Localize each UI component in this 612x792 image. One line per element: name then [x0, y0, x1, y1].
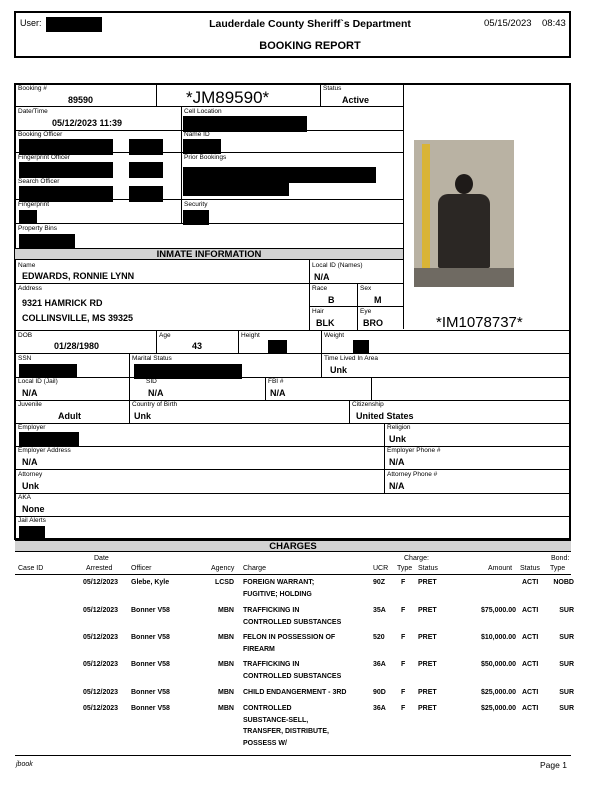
charge-amount: $25,000.00 [480, 705, 516, 712]
time-lived-value: Unk [330, 365, 348, 375]
attorney-value: Unk [22, 481, 40, 491]
name-label: Name [18, 262, 36, 269]
charge-date: 05/12/2023 [83, 661, 119, 668]
height-label: Height [241, 332, 260, 339]
charge-agency: MBN [218, 705, 234, 712]
sex-value: M [374, 295, 382, 305]
col-bond-top: Bond: [551, 555, 570, 562]
employer-phone-label: Employer Phone # [387, 447, 441, 454]
charge-description-line: SUBSTANCE-SELL, [243, 716, 309, 724]
report-time: 08:43 [542, 18, 566, 29]
charge-bond-type: NOBD [553, 579, 574, 586]
charge-date: 05/12/2023 [83, 634, 119, 641]
charge-amount: $10,000.00 [480, 634, 516, 641]
col-ucr: UCR [373, 565, 389, 572]
redacted-employer [19, 432, 79, 446]
address-line-2: COLLINSVILLE, MS 39325 [22, 313, 134, 323]
col-type: Type [397, 565, 413, 572]
col-officer: Officer [131, 565, 152, 572]
redacted-prior-bookings-2 [183, 183, 289, 196]
charge-type: F [401, 607, 406, 614]
col-charge: Charge [243, 565, 266, 572]
charge-agency: MBN [218, 607, 234, 614]
dob-value: 01/28/1980 [54, 341, 100, 351]
redacted-search-officer [19, 186, 113, 202]
sex-label: Sex [360, 285, 372, 292]
redacted-fingerprint-officer [19, 162, 113, 178]
local-id-jail-value: N/A [22, 388, 38, 398]
charge-date: 05/12/2023 [83, 689, 119, 696]
country-of-birth-label: Country of Birth [132, 401, 178, 408]
age-label: Age [159, 332, 171, 339]
local-id-names: N/A [314, 272, 330, 282]
employer-label: Employer [18, 424, 46, 431]
booking-officer-label: Booking Officer [18, 131, 63, 138]
charge-type: F [401, 661, 406, 668]
charge-ucr: 90Z [373, 579, 386, 586]
cell-location-label: Cell Location [184, 108, 222, 115]
charge-bond-status: ACTI [522, 705, 539, 712]
report-code: jbook [16, 761, 33, 768]
race-value: B [328, 295, 335, 305]
attorney-label: Attorney [18, 471, 43, 478]
charge-agency: LCSD [214, 579, 234, 586]
charge-status: PRET [418, 705, 437, 712]
redacted-search-officer-id [129, 186, 163, 202]
fingerprint-officer-label: Fingerprint Officer [18, 154, 70, 161]
charge-date: 05/12/2023 [83, 579, 119, 586]
jm-barcode-text: *JM89590* [186, 88, 270, 107]
charge-description-line: CONTROLLED [243, 705, 292, 712]
aka-label: AKA [18, 494, 32, 501]
charge-description-line: CONTROLLED SUBSTANCES [243, 618, 342, 626]
sid-value: N/A [148, 388, 164, 398]
height-chart-strip [422, 144, 430, 268]
charge-description-line: FELON IN POSSESSION OF [243, 634, 336, 641]
booking-photo [414, 140, 514, 287]
charge-date: 05/12/2023 [83, 607, 119, 614]
redacted-user [46, 17, 102, 32]
aka-value: None [22, 504, 45, 514]
charge-amount: $25,000.00 [480, 689, 516, 696]
redacted-prior-bookings [183, 167, 376, 183]
charge-bond-status: ACTI [522, 661, 539, 668]
charge-bond-status: ACTI [522, 607, 539, 614]
col-agency: Agency [211, 565, 235, 572]
charge-bond-status: ACTI [522, 634, 539, 641]
charge-description-line: TRANSFER, DISTRIBUTE, [243, 728, 329, 735]
local-id-jail-label: Local ID (Jail) [18, 378, 58, 385]
juvenile-label: Juvenile [18, 401, 42, 408]
charge-status: PRET [418, 661, 437, 668]
charge-description-line: FIREARM [243, 645, 275, 653]
charge-status: PRET [418, 634, 437, 641]
fingerprint-label: Fingerprint [18, 201, 50, 208]
country-of-birth-value: Unk [134, 411, 152, 421]
charge-date: 05/12/2023 [83, 705, 119, 712]
redacted-property-bins [19, 234, 75, 248]
inmate-head [455, 174, 473, 194]
col-date-arrested: Arrested [86, 565, 113, 572]
inmate-body [438, 194, 490, 268]
charge-ucr: 90D [373, 689, 386, 696]
weight-label: Weight [324, 332, 345, 339]
charge-status: PRET [418, 607, 437, 614]
redacted-weight [353, 340, 369, 354]
charge-bond-status: ACTI [522, 579, 539, 586]
eye-value: BRO [363, 318, 383, 328]
charge-officer: Bonner V58 [131, 634, 170, 641]
charge-bond-type: SUR [559, 705, 574, 712]
report-title: BOOKING REPORT [259, 40, 361, 52]
redacted-ssn [19, 364, 77, 378]
sid-label: SID [146, 378, 157, 385]
user-label: User: [20, 18, 42, 28]
ssn-label: SSN [18, 355, 32, 362]
search-officer-label: Search Officer [18, 178, 60, 185]
name-id-label: Name ID [184, 131, 210, 138]
charge-type: F [401, 705, 406, 712]
citizenship-label: Citizenship [352, 401, 384, 408]
redacted-booking-officer [19, 139, 113, 155]
charge-officer: Bonner V58 [131, 607, 170, 614]
col-bond-status: Status [520, 565, 540, 572]
page-number: Page 1 [540, 760, 567, 770]
charge-officer: Bonner V58 [131, 661, 170, 668]
religion-label: Religion [387, 424, 411, 431]
charge-description-line: TRAFFICKING IN [243, 661, 300, 668]
attorney-phone-value: N/A [389, 481, 405, 491]
redacted-cell-location [183, 116, 307, 132]
col-bond-type: Type [550, 565, 566, 572]
address-line-1: 9321 HAMRICK RD [22, 298, 103, 308]
redacted-fingerprint-officer-id [129, 162, 163, 178]
photo-floor [414, 268, 514, 287]
charge-type: F [401, 634, 406, 641]
charge-description-line: FOREIGN WARRANT; [243, 579, 315, 586]
charges-header: CHARGES [15, 540, 571, 552]
charge-officer: Glebe, Kyle [131, 579, 170, 586]
redacted-security [183, 210, 209, 225]
col-case-id: Case ID [18, 565, 44, 572]
charge-description-line: CHILD ENDANGERMENT - 3RD [243, 689, 347, 696]
fbi-value: N/A [270, 388, 286, 398]
inmate-info-header: INMATE INFORMATION [15, 248, 403, 260]
datetime-label: Date/Time [18, 108, 48, 115]
department-name: Lauderdale County Sheriff`s Department [209, 18, 411, 30]
eye-label: Eye [360, 308, 372, 315]
charge-amount: $75,000.00 [480, 607, 516, 614]
charge-bond-type: SUR [559, 661, 574, 668]
hair-value: BLK [316, 318, 335, 328]
security-label: Security [184, 201, 208, 208]
redacted-height [268, 340, 287, 354]
charge-bond-type: SUR [559, 689, 574, 696]
charge-description-line: TRAFFICKING IN [243, 607, 300, 614]
col-date-top: Date [94, 555, 109, 562]
charge-type: F [401, 579, 406, 586]
charge-agency: MBN [218, 634, 234, 641]
col-amount: Amount [488, 565, 513, 572]
fbi-label: FBI # [268, 378, 284, 385]
charge-ucr: 36A [373, 705, 386, 712]
charge-ucr: 36A [373, 661, 386, 668]
race-label: Race [312, 285, 328, 292]
charge-bond-type: SUR [559, 607, 574, 614]
col-status: Status [418, 565, 438, 572]
local-id-names-label: Local ID (Names) [312, 262, 363, 269]
booking-number-label: Booking # [18, 85, 47, 92]
prior-bookings-label: Prior Bookings [184, 154, 227, 161]
redacted-fingerprint [19, 210, 37, 224]
charge-bond-status: ACTI [522, 689, 539, 696]
report-date: 05/15/2023 [484, 18, 532, 29]
charge-ucr: 520 [373, 634, 385, 641]
juvenile-value: Adult [58, 411, 81, 421]
charge-officer: Bonner V58 [131, 705, 170, 712]
redacted-booking-officer-id [129, 139, 163, 155]
charge-officer: Bonner V58 [131, 689, 170, 696]
citizenship-value: United States [356, 411, 414, 421]
inmate-name: EDWARDS, RONNIE LYNN [22, 271, 135, 281]
im-barcode-text: *IM1078737* [436, 314, 523, 331]
redacted-jail-alerts [19, 526, 45, 539]
hair-label: Hair [312, 308, 324, 315]
charge-type: F [401, 689, 406, 696]
charge-description-line: CONTROLLED SUBSTANCES [243, 672, 342, 680]
redacted-name-id [183, 139, 221, 154]
charge-status: PRET [418, 689, 437, 696]
charge-agency: MBN [218, 689, 234, 696]
jail-alerts-label: Jail Alerts [18, 517, 46, 524]
col-charge-top: Charge: [404, 555, 429, 562]
charge-description-line: FUGITIVE; HOLDING [243, 590, 312, 598]
charge-status: PRET [418, 579, 437, 586]
marital-status-label: Marital Status [132, 355, 172, 362]
employer-address-label: Employer Address [18, 447, 71, 454]
booking-datetime: 05/12/2023 11:39 [52, 118, 123, 128]
status-label: Status [323, 85, 342, 92]
booking-status: Active [342, 95, 370, 105]
charge-amount: $50,000.00 [480, 661, 516, 668]
religion-value: Unk [389, 434, 407, 444]
redacted-marital-status [134, 364, 242, 379]
booking-number: 89590 [68, 95, 94, 105]
dob-label: DOB [18, 332, 33, 339]
age-value: 43 [192, 341, 203, 351]
charge-description-line: POSSESS W/ [243, 739, 287, 747]
time-lived-label: Time Lived In Area [324, 355, 378, 362]
property-bins-label: Property Bins [18, 225, 58, 232]
employer-phone-value: N/A [389, 457, 405, 467]
attorney-phone-label: Attorney Phone # [387, 471, 438, 478]
address-label: Address [18, 285, 42, 292]
charge-agency: MBN [218, 661, 234, 668]
charge-bond-type: SUR [559, 634, 574, 641]
charge-ucr: 35A [373, 607, 386, 614]
employer-address-value: N/A [22, 457, 38, 467]
